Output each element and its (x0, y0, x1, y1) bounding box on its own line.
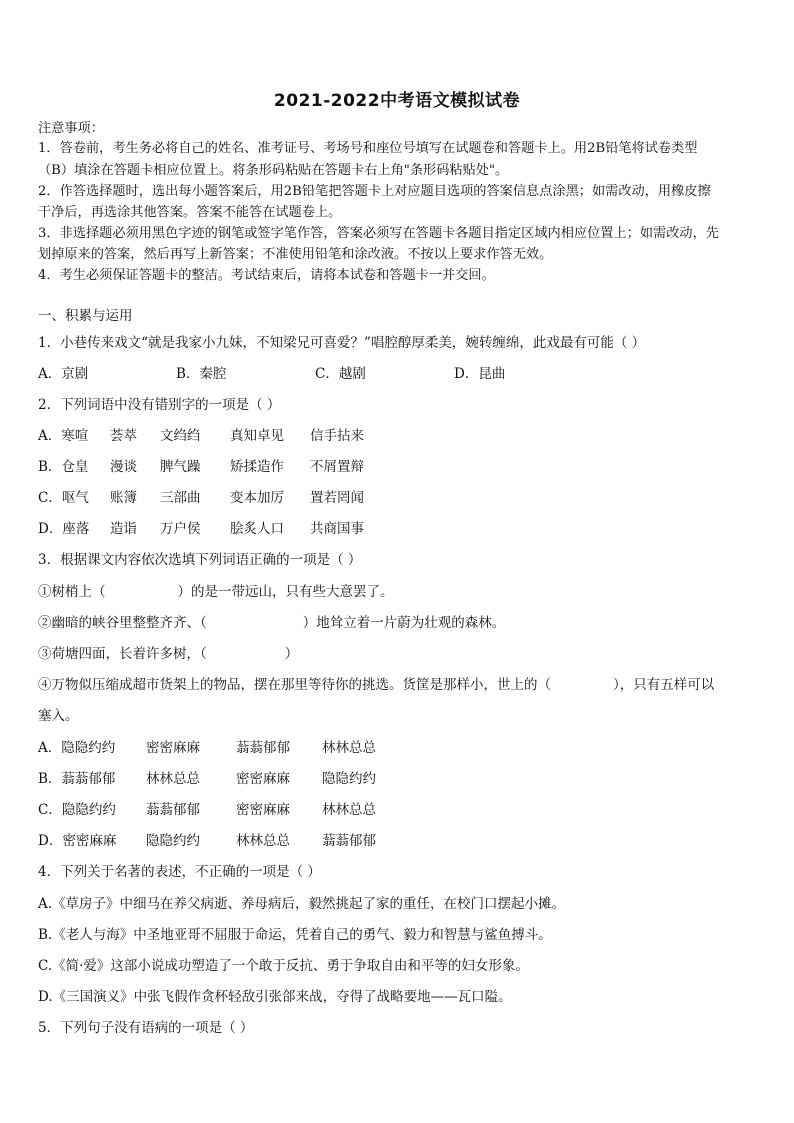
blank-post: ）地耸立着一片蔚为壮观的森林。 (302, 615, 506, 631)
notes-line: 4．考生必须保证答题卡的整洁。考试结束后，请将本试卷和答题卡一并交回。 (38, 268, 495, 283)
option-c: C．越剧 (315, 366, 366, 382)
option-word: 林林总总 (322, 740, 376, 756)
option-word: 不屑置辩 (310, 459, 364, 475)
fill-blank-sentence (38, 583, 394, 601)
option-a: A．京剧 (38, 366, 89, 382)
option-c: C.《简·爱》这部小说成功塑造了一个敢于反抗、勇于争取自由和平等的妇女形象。 (38, 958, 529, 974)
notes-heading: 注意事项： (38, 121, 104, 136)
option-word: 蓊蓊郁郁 (146, 802, 200, 818)
option-word: 隐隐约约 (322, 771, 376, 787)
option-word: 林林总总 (322, 802, 376, 818)
option-word: 林林总总 (146, 771, 200, 787)
option-word: 矫揉造作 (230, 459, 284, 475)
notes-line: 2．作答选择题时，选出每小题答案后，用2B铅笔把答题卡上对应题目选项的答案信息点涂黑；如需改动，用橡皮擦 (38, 184, 711, 199)
notes-line: （B）填涂在答题卡相应位置上。将条形码粘贴在答题卡右上角"条形码粘贴处"。 (38, 163, 509, 178)
option-b: B．秦腔 (176, 366, 227, 382)
option-word: 漫谈 (110, 459, 137, 475)
blank-pre: ③荷塘四面，长着许多树，（ (38, 646, 207, 662)
question-2-stem: 2．下列词语中没有错别字的一项是（ ） (38, 397, 281, 413)
question-3-stem: 3．根据课文内容依次选填下列词语正确的一项是（ ） (38, 552, 362, 568)
option-word: A．寒喧 (38, 428, 89, 444)
notes-line: 干净后，再选涂其他答案。答案不能答在试题卷上。 (38, 205, 342, 220)
fill-blank-sentence (38, 676, 714, 694)
question-5-stem: 5．下列句子没有语病的一项是（ ） (38, 1020, 254, 1036)
notes-line: 1．答卷前，考生务必将自己的姓名、准考证号、考场号和座位号填写在试题卷和答题卡上。用2B铅笔将试卷类型 (38, 141, 698, 156)
notes-line: 划掉原来的答案，然后再写上新答案；不准使用铅笔和涂改液。不按以上要求作答无效。 (38, 247, 553, 262)
option-word: A．隐隐约约 (38, 740, 116, 756)
fill-blank-continuation: 塞入。 (38, 708, 79, 724)
blank-post: ）的是一带远山，只有些大意罢了。 (177, 584, 394, 600)
option-word: 信手拈来 (310, 428, 364, 444)
notes-line: 3．非选择题必须用黑色字迹的钢笔或签字笔作答，答案必须写在答题卡各题目指定区域内相应位置上；如需改动，先 (38, 226, 719, 241)
option-word: 文绉绉 (160, 428, 201, 444)
fill-blank-sentence (38, 614, 505, 632)
question-4-stem: 4．下列关于名著的表述，不正确的一项是（ ） (38, 864, 321, 880)
blank-post: ），只有五样可以 (613, 677, 715, 693)
option-word: 变本加厉 (230, 490, 284, 506)
option-word: 账簿 (110, 490, 137, 506)
option-b: B.《老人与海》中圣地亚哥不屈服于命运，凭着自己的勇气、毅力和智慧与鲨鱼搏斗。 (38, 927, 552, 943)
option-word: 隐隐约约 (146, 833, 200, 849)
option-word: 蓊蓊郁郁 (322, 833, 376, 849)
question-1-stem: 1．小巷传来戏文“就是我家小九妹，不知梁兄可喜爱？”唱腔醇厚柔美，婉转缠绵，此戏最有可能（ ） (38, 335, 646, 351)
option-word: 万户侯 (160, 521, 201, 537)
option-word: 置若罔闻 (310, 490, 364, 506)
option-word: 造诣 (110, 521, 137, 537)
option-word: 林林总总 (236, 833, 290, 849)
option-word: 脍炙人口 (230, 521, 284, 537)
option-word: 荟萃 (110, 428, 137, 444)
option-word: C．隐隐约约 (38, 802, 116, 818)
option-d: D．昆曲 (454, 366, 506, 382)
option-word: C．呕气 (38, 490, 89, 506)
option-word: 密密麻麻 (236, 771, 290, 787)
blank-post: ） (284, 646, 299, 662)
section-heading: 一、积累与运用 (38, 308, 133, 324)
option-word: B．仓皇 (38, 459, 89, 475)
option-word: 密密麻麻 (146, 740, 200, 756)
option-d: D.《三国演义》中张飞假作贪杯轻敌引张郃来战，夺得了战略要地——瓦口隘。 (38, 989, 512, 1005)
option-word: 蓊蓊郁郁 (236, 740, 290, 756)
option-word: 真知卓见 (230, 428, 284, 444)
option-word: D．密密麻麻 (38, 833, 117, 849)
blank-pre: ①树梢上（ (38, 584, 106, 600)
blank-pre: ④万物似压缩成超市货架上的物品，摆在那里等待你的挑选。货筐是那样小，世上的（ (38, 677, 551, 693)
option-word: B．蓊蓊郁郁 (38, 771, 116, 787)
option-a: A.《草房子》中细马在养父病逝、养母病后，毅然挑起了家的重任，在校门口摆起小摊。 (38, 896, 566, 912)
blank-pre: ②幽暗的峡谷里整整齐齐、（ (38, 615, 207, 631)
exam-title: 2021-2022中考语文模拟试卷 (273, 91, 521, 111)
option-word: 密密麻麻 (236, 802, 290, 818)
option-word: 共商国事 (310, 521, 364, 537)
fill-blank-sentence (38, 645, 298, 663)
option-word: 脾气躁 (160, 459, 201, 475)
option-word: D．座落 (38, 521, 90, 537)
option-word: 三部曲 (160, 490, 201, 506)
